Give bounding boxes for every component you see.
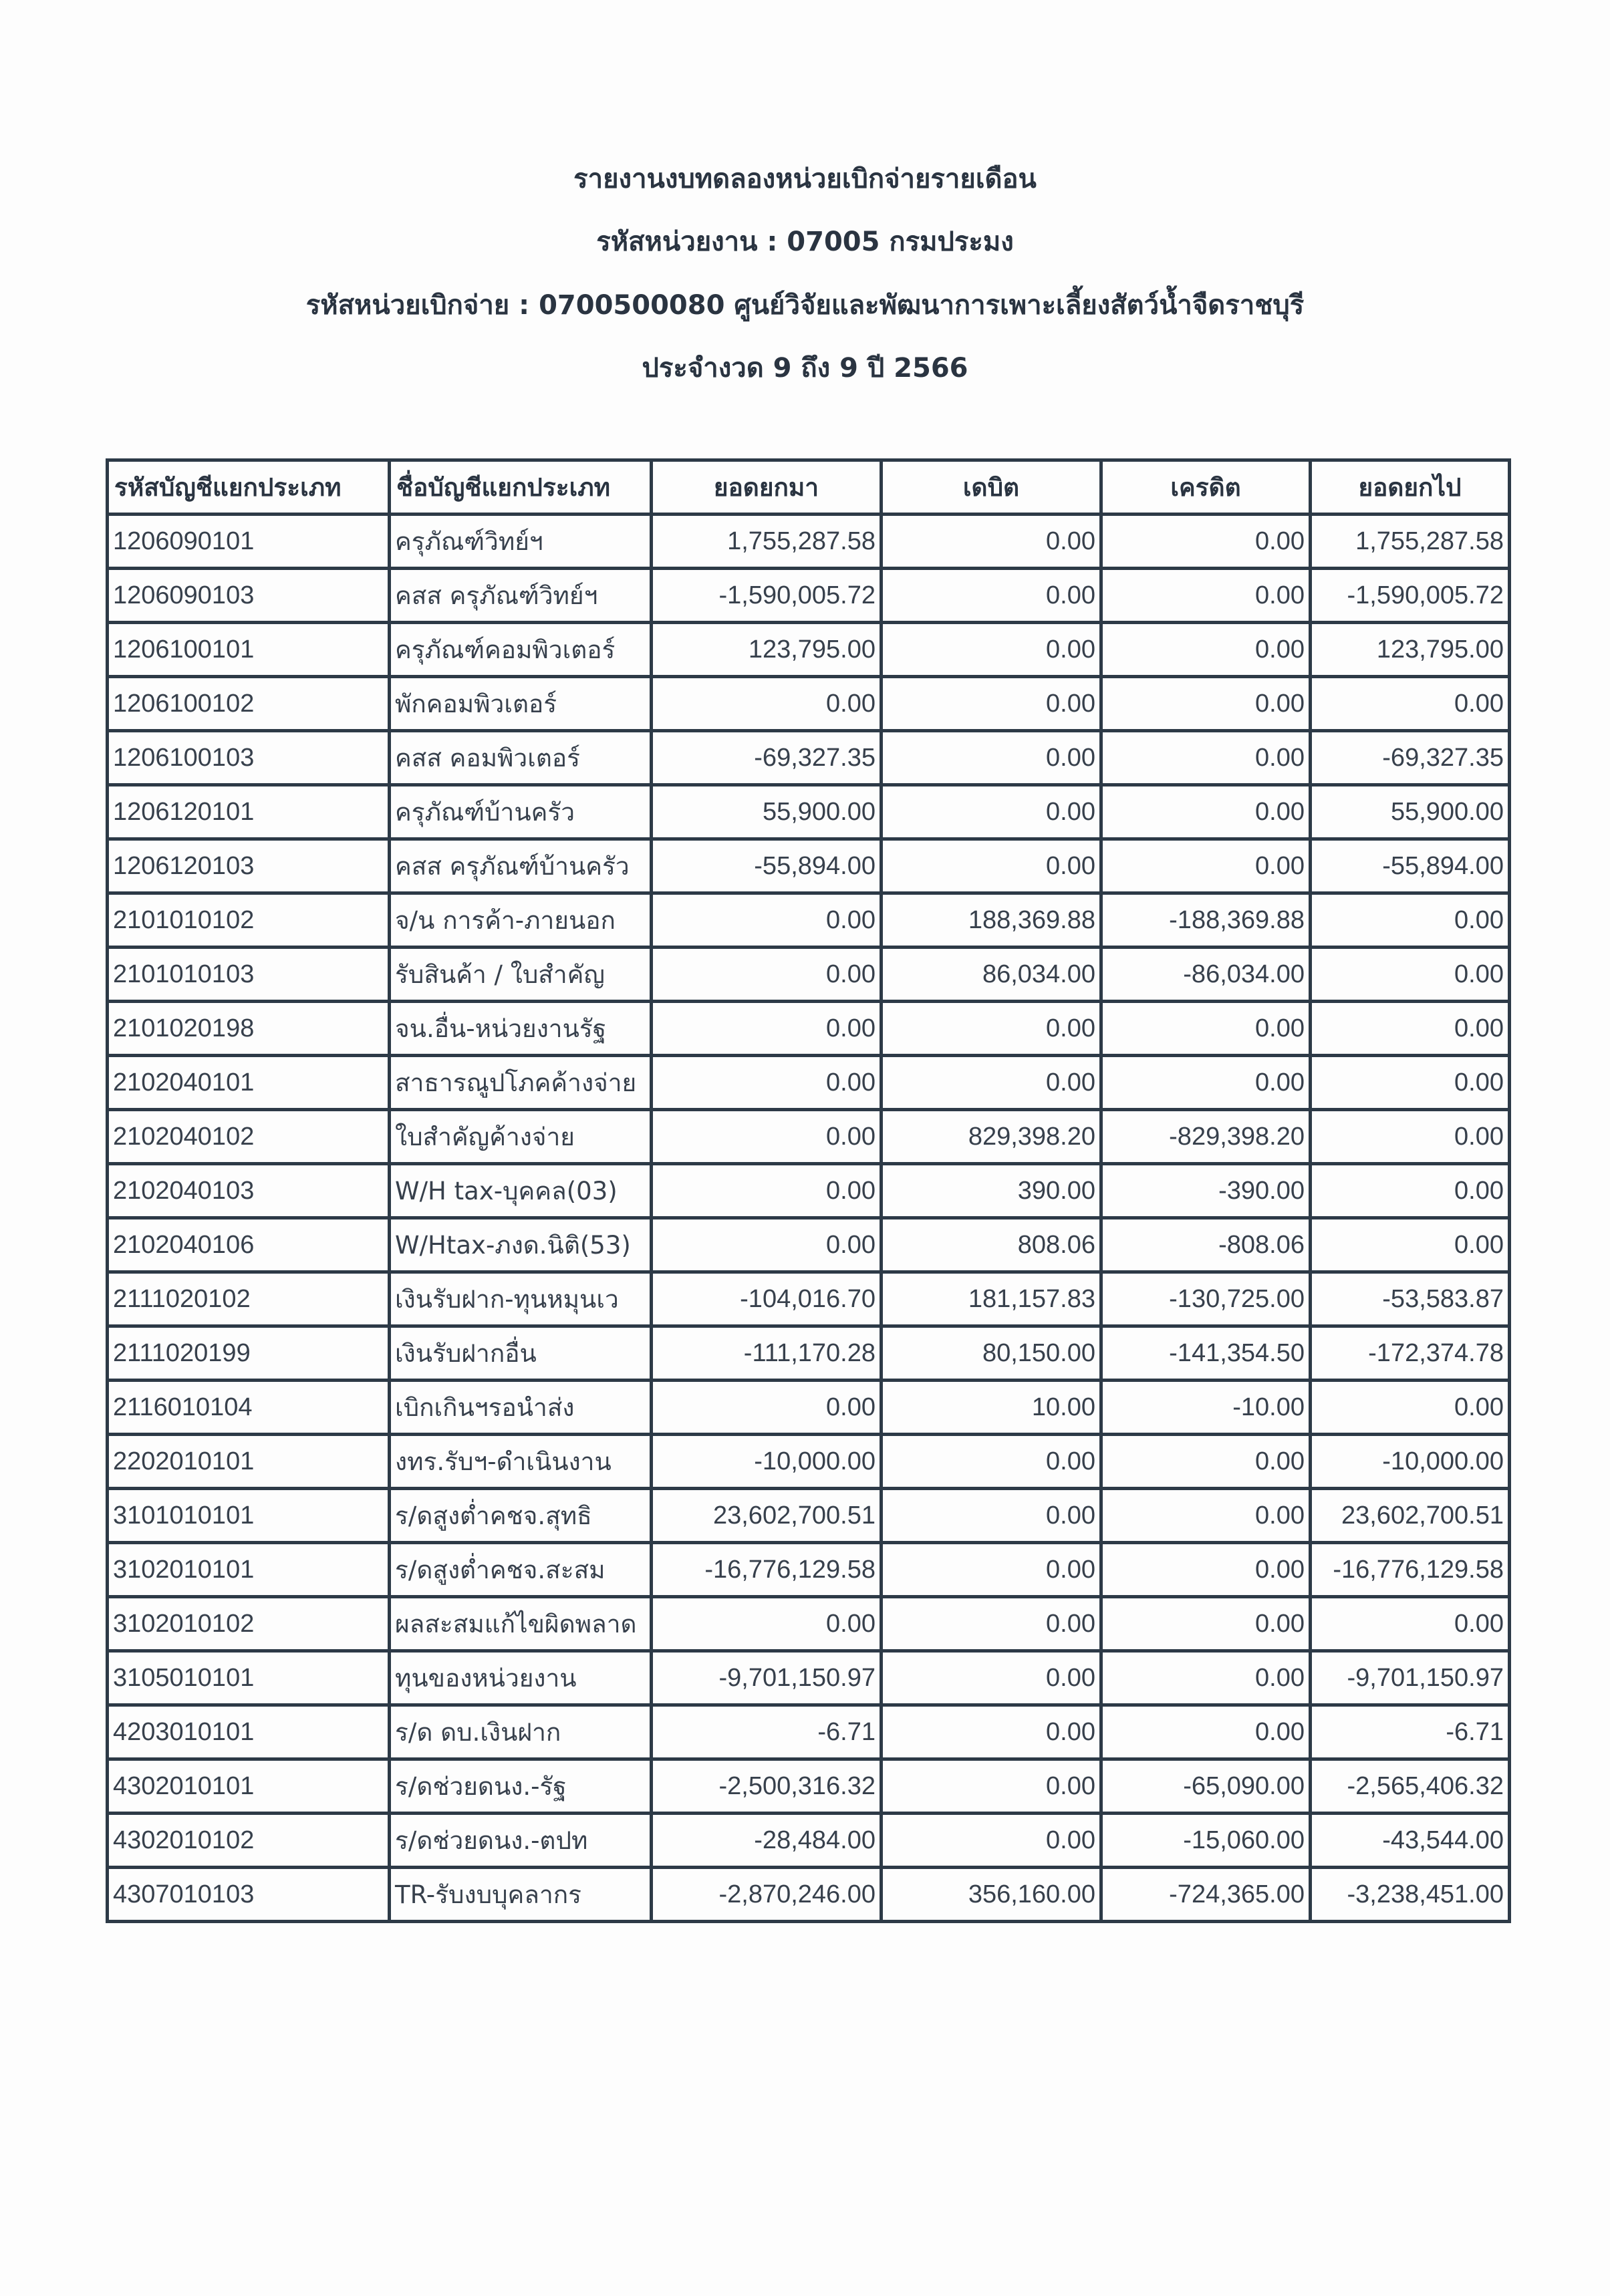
account-code-cell: 1206090103	[108, 569, 390, 623]
closing-balance-cell: 123,795.00	[1311, 623, 1510, 677]
period-line: ประจำงวด 9 ถึง 9 ปี 2566	[642, 353, 968, 384]
account-code-cell: 2111020199	[108, 1326, 390, 1381]
closing-balance-cell: 0.00	[1311, 948, 1510, 1002]
account-name-cell: ร/ดสูงต่ำคชจ.สะสม	[390, 1543, 652, 1597]
opening-balance-cell: -69,327.35	[652, 731, 882, 785]
account-name-cell: จน.อื่น-หน่วยงานรัฐ	[390, 1002, 652, 1056]
table-row	[108, 1056, 1510, 1110]
account-code-cell: 3101010101	[108, 1489, 390, 1543]
opening-balance-cell: -9,701,150.97	[652, 1651, 882, 1705]
debit-cell: 0.00	[882, 1651, 1101, 1705]
opening-balance-cell: -28,484.00	[652, 1814, 882, 1868]
opening-balance-cell: 0.00	[652, 677, 882, 731]
closing-balance-cell: -2,565,406.32	[1311, 1759, 1510, 1814]
closing-balance-cell: 0.00	[1311, 1110, 1510, 1164]
table-row	[108, 1326, 1510, 1381]
closing-balance-cell: -53,583.87	[1311, 1272, 1510, 1326]
account-name-cell: ผลสะสมแก้ไขผิดพลาด	[390, 1597, 652, 1651]
credit-cell: -188,369.88	[1101, 893, 1311, 948]
opening-balance-cell: 0.00	[652, 1056, 882, 1110]
debit-cell: 188,369.88	[882, 893, 1101, 948]
account-name-cell: ร/ดช่วยดนง.-รัฐ	[390, 1759, 652, 1814]
table-row	[108, 1218, 1510, 1272]
column-header-debit: เดบิต	[882, 460, 1101, 515]
table-row	[108, 839, 1510, 893]
credit-cell: -829,398.20	[1101, 1110, 1311, 1164]
opening-balance-cell: -111,170.28	[652, 1326, 882, 1381]
table-row	[108, 677, 1510, 731]
opening-balance-cell: 23,602,700.51	[652, 1489, 882, 1543]
account-name-cell: ใบสำคัญค้างจ่าย	[390, 1110, 652, 1164]
table-body	[108, 515, 1510, 1922]
opening-balance-cell: -6.71	[652, 1705, 882, 1759]
table-row	[108, 1651, 1510, 1705]
account-code-cell: 2116010104	[108, 1381, 390, 1435]
table-row	[108, 569, 1510, 623]
credit-cell: 0.00	[1101, 1056, 1311, 1110]
credit-cell: 0.00	[1101, 1705, 1311, 1759]
credit-cell: 0.00	[1101, 623, 1311, 677]
opening-balance-cell: 0.00	[652, 948, 882, 1002]
credit-cell: -808.06	[1101, 1218, 1311, 1272]
closing-balance-cell: -6.71	[1311, 1705, 1510, 1759]
credit-cell: 0.00	[1101, 515, 1311, 569]
account-name-cell: คสส คอมพิวเตอร์	[390, 731, 652, 785]
account-code-cell: 2102040103	[108, 1164, 390, 1218]
account-name-cell: พักคอมพิวเตอร์	[390, 677, 652, 731]
table-row	[108, 731, 1510, 785]
debit-cell: 0.00	[882, 1435, 1101, 1489]
debit-cell: 80,150.00	[882, 1326, 1101, 1381]
opening-balance-cell: 0.00	[652, 1381, 882, 1435]
table-row	[108, 785, 1510, 839]
account-code-cell: 1206100102	[108, 677, 390, 731]
account-name-cell: คสส ครุภัณฑ์วิทย์ฯ	[390, 569, 652, 623]
debit-cell: 0.00	[882, 623, 1101, 677]
table-row	[108, 1705, 1510, 1759]
table-row	[108, 1868, 1510, 1922]
account-code-cell: 2101020198	[108, 1002, 390, 1056]
account-name-cell: ร/ดสูงต่ำคชจ.สุทธิ	[390, 1489, 652, 1543]
account-name-cell: ครุภัณฑ์วิทย์ฯ	[390, 515, 652, 569]
disbursing-unit-line: รหัสหน่วยเบิกจ่าย : 0700500080 ศูนย์วิจัยและพัฒนาการเพาะเลี้ยงสัตว์น้ำจืดราชบุรี	[305, 290, 1305, 321]
account-name-cell: งทร.รับฯ-ดำเนินงาน	[390, 1435, 652, 1489]
account-name-cell: เงินรับฝากอื่น	[390, 1326, 652, 1381]
closing-balance-cell: 0.00	[1311, 1218, 1510, 1272]
table-row	[108, 1381, 1510, 1435]
closing-balance-cell: -9,701,150.97	[1311, 1651, 1510, 1705]
credit-cell: 0.00	[1101, 1543, 1311, 1597]
account-name-cell: จ/น การค้า-ภายนอก	[390, 893, 652, 948]
column-header-closing-balance: ยอดยกไป	[1311, 460, 1510, 515]
debit-cell: 0.00	[882, 1002, 1101, 1056]
credit-cell: 0.00	[1101, 1489, 1311, 1543]
table-row	[108, 1435, 1510, 1489]
opening-balance-cell: -10,000.00	[652, 1435, 882, 1489]
credit-cell: 0.00	[1101, 677, 1311, 731]
account-name-cell: สาธารณูปโภคค้างจ่าย	[390, 1056, 652, 1110]
debit-cell: 181,157.83	[882, 1272, 1101, 1326]
closing-balance-cell: 0.00	[1311, 1381, 1510, 1435]
account-code-cell: 2101010102	[108, 893, 390, 948]
debit-cell: 0.00	[882, 839, 1101, 893]
table-row	[108, 1814, 1510, 1868]
agency-line: รหัสหน่วยงาน : 07005 กรมประมง	[596, 227, 1014, 257]
column-header-opening-balance: ยอดยกมา	[652, 460, 882, 515]
closing-balance-cell: -1,590,005.72	[1311, 569, 1510, 623]
closing-balance-cell: -16,776,129.58	[1311, 1543, 1510, 1597]
closing-balance-cell: 23,602,700.51	[1311, 1489, 1510, 1543]
credit-cell: -130,725.00	[1101, 1272, 1311, 1326]
account-name-cell: รับสินค้า / ใบสำคัญ	[390, 948, 652, 1002]
debit-cell: 0.00	[882, 785, 1101, 839]
account-name-cell: ร/ดช่วยดนง.-ตปท	[390, 1814, 652, 1868]
debit-cell: 0.00	[882, 1056, 1101, 1110]
credit-cell: -141,354.50	[1101, 1326, 1311, 1381]
account-code-cell: 4203010101	[108, 1705, 390, 1759]
debit-cell: 0.00	[882, 731, 1101, 785]
credit-cell: 0.00	[1101, 1435, 1311, 1489]
table-row	[108, 515, 1510, 569]
debit-cell: 829,398.20	[882, 1110, 1101, 1164]
account-name-cell: W/Htax-ภงด.นิติ(53)	[390, 1218, 652, 1272]
debit-cell: 86,034.00	[882, 948, 1101, 1002]
account-code-cell: 2111020102	[108, 1272, 390, 1326]
opening-balance-cell: -1,590,005.72	[652, 569, 882, 623]
credit-cell: 0.00	[1101, 839, 1311, 893]
closing-balance-cell: -69,327.35	[1311, 731, 1510, 785]
opening-balance-cell: 0.00	[652, 1164, 882, 1218]
credit-cell: 0.00	[1101, 1651, 1311, 1705]
account-code-cell: 3105010101	[108, 1651, 390, 1705]
closing-balance-cell: 1,755,287.58	[1311, 515, 1510, 569]
closing-balance-cell: 0.00	[1311, 1002, 1510, 1056]
closing-balance-cell: 55,900.00	[1311, 785, 1510, 839]
column-header-account-name: ชื่อบัญชีแยกประเภท	[390, 460, 652, 515]
account-code-cell: 2102040101	[108, 1056, 390, 1110]
closing-balance-cell: 0.00	[1311, 1056, 1510, 1110]
debit-cell: 10.00	[882, 1381, 1101, 1435]
credit-cell: -10.00	[1101, 1381, 1311, 1435]
opening-balance-cell: -55,894.00	[652, 839, 882, 893]
closing-balance-cell: -3,238,451.00	[1311, 1868, 1510, 1922]
table-row	[108, 1272, 1510, 1326]
account-name-cell: ทุนของหน่วยงาน	[390, 1651, 652, 1705]
credit-cell: -86,034.00	[1101, 948, 1311, 1002]
debit-cell: 0.00	[882, 515, 1101, 569]
debit-cell: 0.00	[882, 569, 1101, 623]
closing-balance-cell: 0.00	[1311, 1597, 1510, 1651]
credit-cell: 0.00	[1101, 785, 1311, 839]
closing-balance-cell: 0.00	[1311, 893, 1510, 948]
table-row	[108, 1759, 1510, 1814]
table-row	[108, 1597, 1510, 1651]
report-title: รายงานงบทดลองหน่วยเบิกจ่ายรายเดือน	[573, 164, 1037, 194]
account-code-cell: 2101010103	[108, 948, 390, 1002]
table-row	[108, 1164, 1510, 1218]
table-row	[108, 623, 1510, 677]
trial-balance-table	[106, 458, 1511, 1923]
debit-cell: 390.00	[882, 1164, 1101, 1218]
opening-balance-cell: 0.00	[652, 1597, 882, 1651]
account-code-cell: 1206100103	[108, 731, 390, 785]
account-name-cell: เบิกเกินฯรอนำส่ง	[390, 1381, 652, 1435]
account-name-cell: TR-รับงบบุคลากร	[390, 1868, 652, 1922]
account-name-cell: เงินรับฝาก-ทุนหมุนเว	[390, 1272, 652, 1326]
account-code-cell: 1206100101	[108, 623, 390, 677]
account-name-cell: ครุภัณฑ์บ้านครัว	[390, 785, 652, 839]
account-code-cell: 4302010101	[108, 1759, 390, 1814]
debit-cell: 0.00	[882, 1489, 1101, 1543]
account-code-cell: 2202010101	[108, 1435, 390, 1489]
opening-balance-cell: -2,870,246.00	[652, 1868, 882, 1922]
debit-cell: 0.00	[882, 1814, 1101, 1868]
closing-balance-cell: -55,894.00	[1311, 839, 1510, 893]
debit-cell: 0.00	[882, 677, 1101, 731]
credit-cell: -65,090.00	[1101, 1759, 1311, 1814]
account-code-cell: 1206120103	[108, 839, 390, 893]
opening-balance-cell: -104,016.70	[652, 1272, 882, 1326]
opening-balance-cell: 1,755,287.58	[652, 515, 882, 569]
table-header-row	[108, 460, 1510, 515]
account-code-cell: 4307010103	[108, 1868, 390, 1922]
account-code-cell: 3102010102	[108, 1597, 390, 1651]
table-row	[108, 1489, 1510, 1543]
account-code-cell: 3102010101	[108, 1543, 390, 1597]
account-name-cell: ครุภัณฑ์คอมพิวเตอร์	[390, 623, 652, 677]
credit-cell: 0.00	[1101, 569, 1311, 623]
debit-cell: 0.00	[882, 1597, 1101, 1651]
credit-cell: -390.00	[1101, 1164, 1311, 1218]
column-header-account-code: รหัสบัญชีแยกประเภท	[108, 460, 390, 515]
credit-cell: 0.00	[1101, 731, 1311, 785]
table-row	[108, 1110, 1510, 1164]
opening-balance-cell: 0.00	[652, 1110, 882, 1164]
debit-cell: 0.00	[882, 1705, 1101, 1759]
credit-cell: 0.00	[1101, 1002, 1311, 1056]
table-row	[108, 1002, 1510, 1056]
account-name-cell: ร/ด ดบ.เงินฝาก	[390, 1705, 652, 1759]
table-row	[108, 948, 1510, 1002]
credit-cell: 0.00	[1101, 1597, 1311, 1651]
account-code-cell: 1206120101	[108, 785, 390, 839]
credit-cell: -15,060.00	[1101, 1814, 1311, 1868]
opening-balance-cell: 0.00	[652, 893, 882, 948]
account-code-cell: 2102040106	[108, 1218, 390, 1272]
account-name-cell: W/H tax-บุคคล(03)	[390, 1164, 652, 1218]
opening-balance-cell: -2,500,316.32	[652, 1759, 882, 1814]
account-code-cell: 4302010102	[108, 1814, 390, 1868]
table-row	[108, 893, 1510, 948]
debit-cell: 0.00	[882, 1543, 1101, 1597]
column-header-credit: เครดิต	[1101, 460, 1311, 515]
account-name-cell: คสส ครุภัณฑ์บ้านครัว	[390, 839, 652, 893]
opening-balance-cell: 0.00	[652, 1002, 882, 1056]
table-row	[108, 1543, 1510, 1597]
account-code-cell: 1206090101	[108, 515, 390, 569]
debit-cell: 356,160.00	[882, 1868, 1101, 1922]
opening-balance-cell: -16,776,129.58	[652, 1543, 882, 1597]
opening-balance-cell: 123,795.00	[652, 623, 882, 677]
opening-balance-cell: 55,900.00	[652, 785, 882, 839]
closing-balance-cell: -172,374.78	[1311, 1326, 1510, 1381]
credit-cell: -724,365.00	[1101, 1868, 1311, 1922]
closing-balance-cell: -43,544.00	[1311, 1814, 1510, 1868]
closing-balance-cell: 0.00	[1311, 677, 1510, 731]
account-code-cell: 2102040102	[108, 1110, 390, 1164]
closing-balance-cell: 0.00	[1311, 1164, 1510, 1218]
closing-balance-cell: -10,000.00	[1311, 1435, 1510, 1489]
opening-balance-cell: 0.00	[652, 1218, 882, 1272]
debit-cell: 808.06	[882, 1218, 1101, 1272]
debit-cell: 0.00	[882, 1759, 1101, 1814]
